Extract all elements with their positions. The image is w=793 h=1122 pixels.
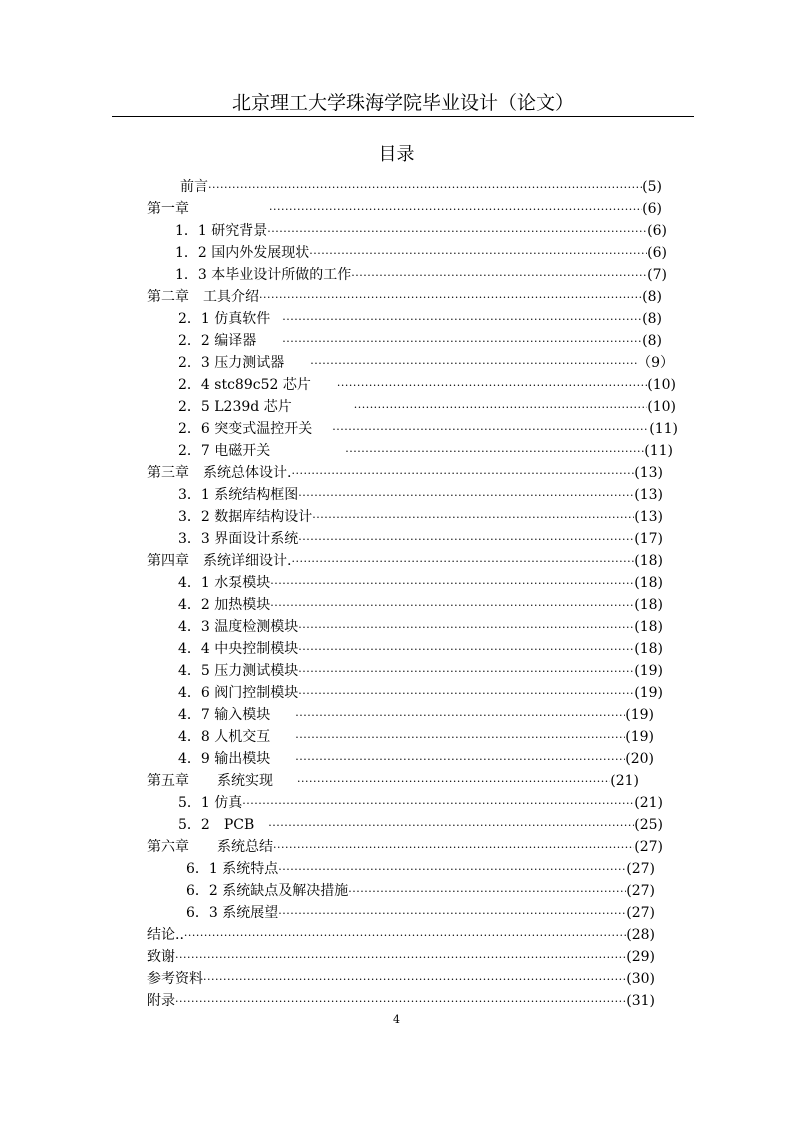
toc-entry[interactable]: 6．3 系统展望 ····· (27) — [186, 902, 655, 924]
leader-dots — [267, 221, 647, 243]
toc-entry[interactable]: 4．6 阀门控制模块 ····· (19) — [178, 682, 663, 704]
toc-entry[interactable]: 第六章 系统总结 ····· (27) — [147, 836, 663, 858]
leader-dots — [295, 727, 625, 749]
leader-dots — [268, 815, 634, 837]
toc-entry[interactable]: 2．3 压力测试器 ····· （9） — [178, 352, 674, 374]
leader-dots — [298, 485, 634, 507]
toc-entry[interactable]: 2．4 stc89c52 芯片 ····· (10) — [178, 374, 676, 396]
leader-dots — [270, 595, 634, 617]
leader-dots — [298, 639, 634, 661]
leader-dots — [297, 771, 610, 793]
toc-entry[interactable]: 4．7 输入模块 ····· (19) — [178, 704, 654, 726]
leader-dots — [291, 463, 634, 485]
toc-entry[interactable]: 2．1 仿真软件 ····· (8) — [178, 308, 662, 330]
page-header: 北京理工大学珠海学院毕业设计（论文） — [231, 92, 574, 114]
leader-dots — [298, 617, 634, 639]
leader-dots — [208, 177, 642, 199]
toc-entry[interactable]: 致谢 ····· (29) — [147, 946, 655, 968]
toc-entry[interactable]: 结论.. ····· (28) — [147, 924, 655, 946]
toc-entry[interactable]: 2．2 编译器 ····· (8) — [178, 330, 662, 352]
toc-entry[interactable]: 第二章 工具介绍 ····· (8) — [147, 286, 662, 308]
toc-entry[interactable]: 2．6 突变式温控开关 ····· (11) — [178, 418, 678, 440]
toc-entry[interactable]: 4．9 输出模块 ····· (20) — [178, 748, 654, 770]
leader-dots — [175, 947, 626, 969]
leader-dots — [332, 419, 649, 441]
toc-entry[interactable]: 5．1 仿真 ····· (21) — [178, 792, 663, 814]
leader-dots — [312, 507, 634, 529]
leader-dots — [351, 265, 647, 287]
leader-dots — [270, 573, 634, 595]
leader-dots — [242, 793, 634, 815]
toc-entry[interactable]: 1．3 本毕业设计所做的工作 ····· (7) — [175, 264, 667, 286]
toc-entry[interactable]: 6．1 系统特点 ····· (27) — [186, 858, 655, 880]
toc-entry[interactable]: 4．4 中央控制模块 ····· (18) — [178, 638, 663, 660]
toc-entry[interactable]: 4．1 水泵模块 ····· (18) — [178, 572, 663, 594]
toc-entry[interactable]: 4．2 加热模块 ····· (18) — [178, 594, 663, 616]
leader-dots — [282, 309, 642, 331]
toc-entry[interactable]: 3．2 数据库结构设计 ····· (13) — [178, 506, 663, 528]
toc-entry[interactable]: 2．5 L239d 芯片 ····· (10) — [178, 396, 676, 418]
leader-dots — [295, 749, 625, 771]
leader-dots — [291, 551, 634, 573]
toc-entry[interactable]: 第五章 系统实现 ····· (21) — [147, 770, 639, 792]
toc-entry[interactable]: 5．2 PCB ····· (25) — [178, 814, 663, 836]
toc-entry[interactable]: 2．7 电磁开关 ····· (11) — [178, 440, 673, 462]
leader-dots — [345, 441, 644, 463]
leader-dots — [295, 705, 625, 727]
toc-entry[interactable]: 4．3 温度检测模块 ····· (18) — [178, 616, 663, 638]
toc-entry[interactable]: 1．1 研究背景 ····· (6) — [175, 220, 667, 242]
leader-dots — [310, 353, 637, 375]
toc-title: 目录 — [378, 144, 415, 165]
toc-entry[interactable]: 3．3 界面设计系统 ····· (17) — [178, 528, 663, 550]
toc-entry[interactable]: 参考资料 ····· (30) — [147, 968, 655, 990]
toc-entry[interactable]: 前言 ····· (5) — [180, 176, 662, 198]
leader-dots — [298, 661, 634, 683]
leader-dots — [203, 969, 626, 991]
page-number: 4 — [393, 1013, 400, 1026]
leader-dots — [309, 243, 647, 265]
toc-entry[interactable]: 附录 ····· (31) — [147, 990, 655, 1012]
toc-entry[interactable]: 第一章 ····· (6) — [147, 198, 662, 220]
toc-entry[interactable]: 3．1 系统结构框图 ····· (13) — [178, 484, 663, 506]
leader-dots — [282, 331, 642, 353]
leader-dots — [278, 859, 626, 881]
toc-entry[interactable]: 第三章 系统总体设计. ····· (13) — [147, 462, 663, 484]
leader-dots — [348, 881, 626, 903]
leader-dots — [269, 199, 642, 221]
header-rule — [112, 116, 694, 117]
leader-dots — [259, 287, 642, 309]
toc-entry[interactable]: 4．5 压力测试模块 ····· (19) — [178, 660, 663, 682]
leader-dots — [298, 529, 634, 551]
toc-entry[interactable]: 1．2 国内外发展现状 ····· (6) — [175, 242, 667, 264]
leader-dots — [298, 683, 634, 705]
leader-dots — [175, 991, 626, 1013]
toc-entry[interactable]: 第四章 系统详细设计. ····· (18) — [147, 550, 663, 572]
leader-dots — [184, 925, 626, 947]
leader-dots — [273, 837, 634, 859]
toc-entry[interactable]: 4．8 人机交互 ····· (19) — [178, 726, 654, 748]
toc-entry[interactable]: 6．2 系统缺点及解决措施 ····· (27) — [186, 880, 655, 902]
leader-dots — [354, 397, 648, 419]
leader-dots — [337, 375, 647, 397]
leader-dots — [278, 903, 626, 925]
